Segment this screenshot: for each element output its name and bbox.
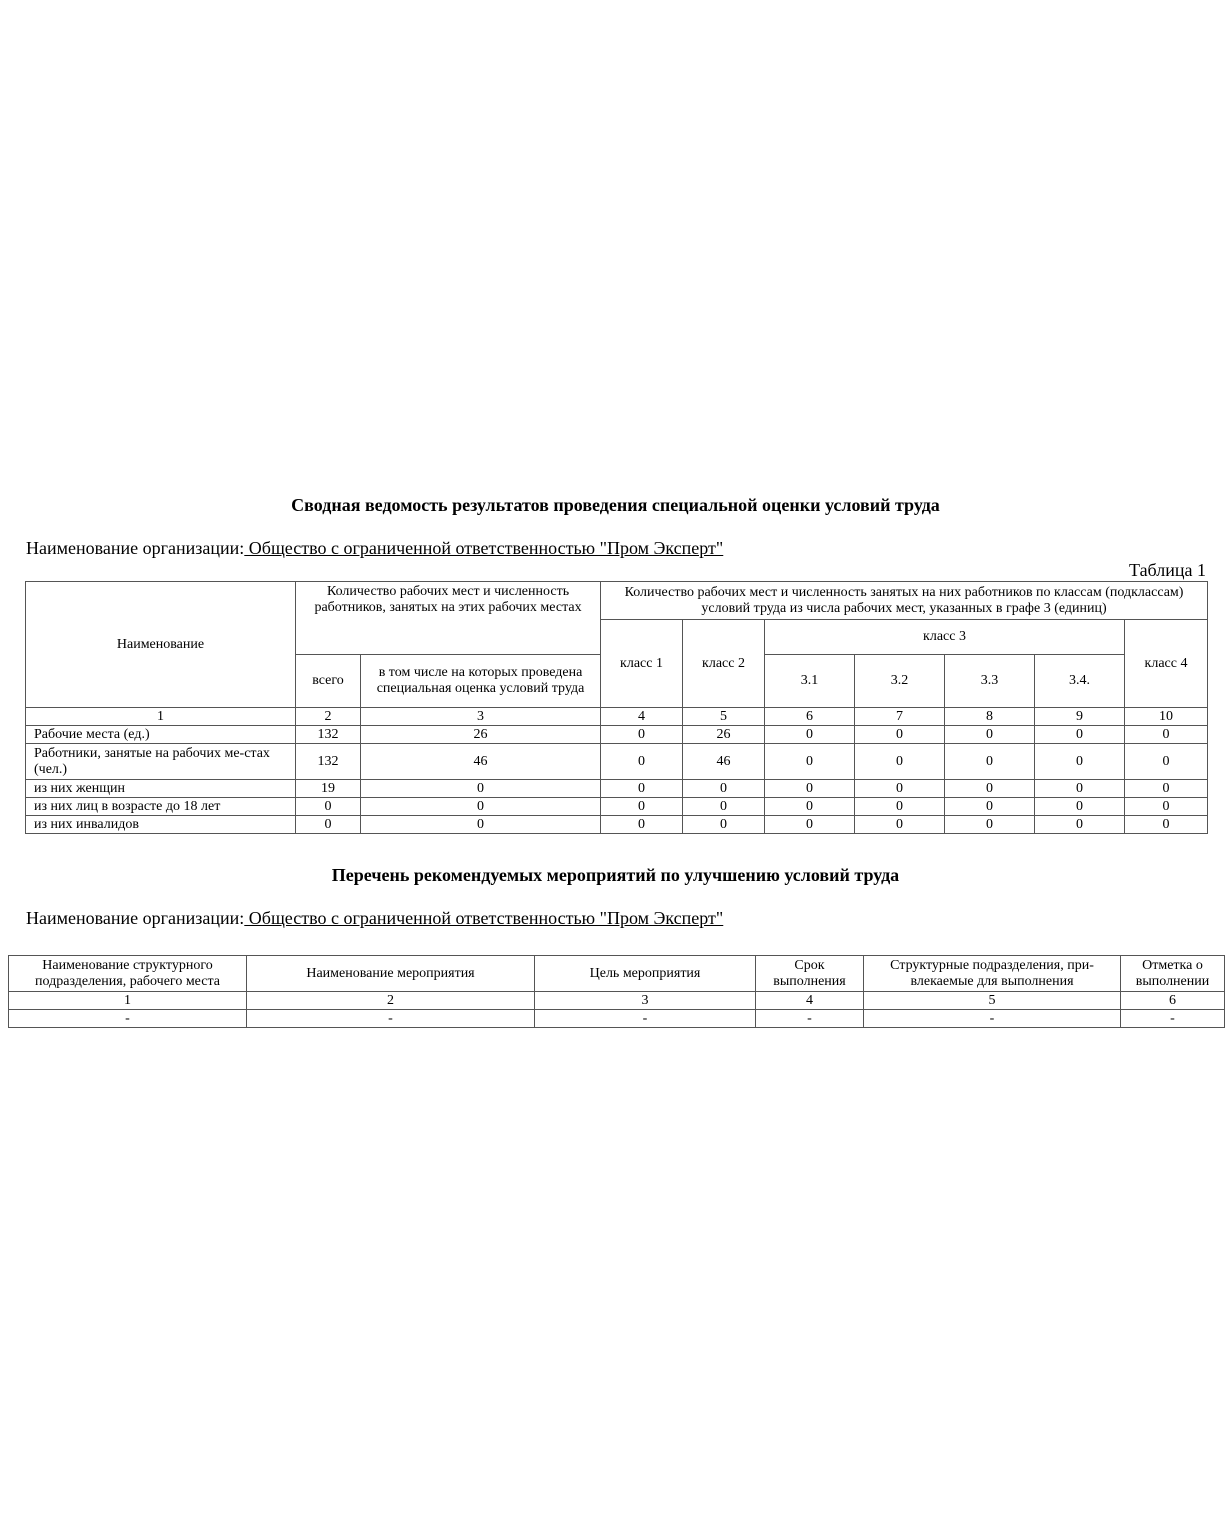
- header-deadline: Срок выполнения: [756, 956, 864, 992]
- row-label: Рабочие места (ед.): [26, 726, 296, 744]
- cell-value: -: [9, 1010, 247, 1028]
- header-class4: класс 4: [1125, 620, 1208, 708]
- cell-value: 0: [1035, 798, 1125, 816]
- cell-value: 0: [855, 798, 945, 816]
- header-subdivision: Наименование структурного подразделения, рабочего места: [9, 956, 247, 992]
- header-total: всего: [296, 655, 361, 708]
- cell-value: 46: [683, 744, 765, 780]
- column-number: 1: [26, 708, 296, 726]
- table-row: [9, 1010, 1225, 1028]
- cell-value: 0: [945, 816, 1035, 834]
- header-class3: класс 3: [765, 620, 1125, 655]
- column-numbers-row: [26, 708, 1208, 726]
- organization-name: Общество с ограниченной ответственностью "Пром Эксперт": [244, 908, 724, 928]
- table-number: Таблица 1: [1129, 560, 1206, 580]
- cell-value: -: [1121, 1010, 1225, 1028]
- column-number: 2: [296, 708, 361, 726]
- cell-value: 0: [1125, 726, 1208, 744]
- column-numbers-row: [9, 992, 1225, 1010]
- cell-value: 0: [765, 798, 855, 816]
- cell-value: 132: [296, 744, 361, 780]
- cell-value: 0: [361, 798, 601, 816]
- table-row: [26, 816, 1208, 834]
- cell-value: 0: [683, 816, 765, 834]
- cell-value: 0: [855, 744, 945, 780]
- header-name: Наименование: [26, 582, 296, 708]
- cell-value: -: [864, 1010, 1121, 1028]
- column-number: 6: [1121, 992, 1225, 1010]
- cell-value: 0: [855, 726, 945, 744]
- header-class1: класс 1: [601, 620, 683, 708]
- organization-label: Наименование организации:: [26, 908, 245, 928]
- cell-value: 19: [296, 780, 361, 798]
- cell-value: -: [247, 1010, 535, 1028]
- cell-value: 0: [1035, 744, 1125, 780]
- column-number: 4: [601, 708, 683, 726]
- column-number: 1: [9, 992, 247, 1010]
- column-number: 5: [683, 708, 765, 726]
- cell-value: 0: [945, 780, 1035, 798]
- header-class3-3: 3.3: [945, 655, 1035, 708]
- cell-value: -: [756, 1010, 864, 1028]
- organization-label: Наименование организации:: [26, 538, 245, 558]
- cell-value: 0: [1035, 780, 1125, 798]
- cell-value: 26: [683, 726, 765, 744]
- column-number: 8: [945, 708, 1035, 726]
- column-number: 2: [247, 992, 535, 1010]
- cell-value: 132: [296, 726, 361, 744]
- cell-value: 26: [361, 726, 601, 744]
- cell-value: 0: [765, 744, 855, 780]
- cell-value: 0: [945, 798, 1035, 816]
- column-number: 4: [756, 992, 864, 1010]
- header-units: Структурные подразделения, при-влекаемые для выполнения: [864, 956, 1121, 992]
- cell-value: 0: [601, 726, 683, 744]
- table-row: [26, 744, 1208, 780]
- header-count: Количество рабочих мест и численность работников, занятых на этих рабочих местах: [296, 582, 601, 655]
- header-class3-1: 3.1: [765, 655, 855, 708]
- header-completion: Отметка о выполнении: [1121, 956, 1225, 992]
- cell-value: 0: [683, 780, 765, 798]
- table-row: [26, 798, 1208, 816]
- cell-value: 0: [601, 744, 683, 780]
- measures-table: [8, 955, 1225, 1028]
- column-number: 5: [864, 992, 1121, 1010]
- summary-title: Сводная ведомость результатов проведения специальной оценки условий труда: [291, 495, 940, 515]
- header-goal: Цель мероприятия: [535, 956, 756, 992]
- summary-table: [25, 581, 1208, 834]
- cell-value: 0: [765, 780, 855, 798]
- cell-value: 0: [601, 798, 683, 816]
- header-class2: класс 2: [683, 620, 765, 708]
- cell-value: 0: [1035, 726, 1125, 744]
- cell-value: 0: [601, 780, 683, 798]
- cell-value: 0: [1035, 816, 1125, 834]
- header-assessed: в том числе на которых проведена специальная оценка условий труда: [361, 655, 601, 708]
- cell-value: 0: [601, 816, 683, 834]
- cell-value: 0: [765, 816, 855, 834]
- row-label: Работники, занятые на рабочих ме-стах (чел.): [26, 744, 296, 780]
- column-number: 6: [765, 708, 855, 726]
- column-number: 9: [1035, 708, 1125, 726]
- cell-value: 0: [855, 816, 945, 834]
- cell-value: 0: [765, 726, 855, 744]
- cell-value: 0: [945, 744, 1035, 780]
- organization-line: [26, 538, 723, 559]
- cell-value: 0: [945, 726, 1035, 744]
- cell-value: 0: [296, 798, 361, 816]
- organization-name: Общество с ограниченной ответственностью "Пром Эксперт": [244, 538, 724, 558]
- column-number: 7: [855, 708, 945, 726]
- cell-value: -: [535, 1010, 756, 1028]
- column-number: 10: [1125, 708, 1208, 726]
- cell-value: 0: [1125, 780, 1208, 798]
- header-classes: Количество рабочих мест и численность занятых на них работников по классам (подклассам) условий труда из числа рабочих мест, указанных в графе 3 (единиц): [601, 582, 1208, 620]
- column-number: 3: [361, 708, 601, 726]
- cell-value: 0: [683, 798, 765, 816]
- row-label: из них инвалидов: [26, 816, 296, 834]
- cell-value: 0: [361, 780, 601, 798]
- cell-value: 0: [361, 816, 601, 834]
- cell-value: 0: [855, 780, 945, 798]
- table-row: [26, 726, 1208, 744]
- table-row: [26, 780, 1208, 798]
- measures-title: Перечень рекомендуемых мероприятий по улучшению условий труда: [331, 865, 900, 885]
- header-class3-2: 3.2: [855, 655, 945, 708]
- cell-value: 46: [361, 744, 601, 780]
- header-measure: Наименование мероприятия: [247, 956, 535, 992]
- cell-value: 0: [1125, 798, 1208, 816]
- organization-line-2: [26, 908, 723, 929]
- row-label: из них лиц в возрасте до 18 лет: [26, 798, 296, 816]
- row-label: из них женщин: [26, 780, 296, 798]
- column-number: 3: [535, 992, 756, 1010]
- cell-value: 0: [1125, 744, 1208, 780]
- header-class3-4: 3.4.: [1035, 655, 1125, 708]
- cell-value: 0: [1125, 816, 1208, 834]
- cell-value: 0: [296, 816, 361, 834]
